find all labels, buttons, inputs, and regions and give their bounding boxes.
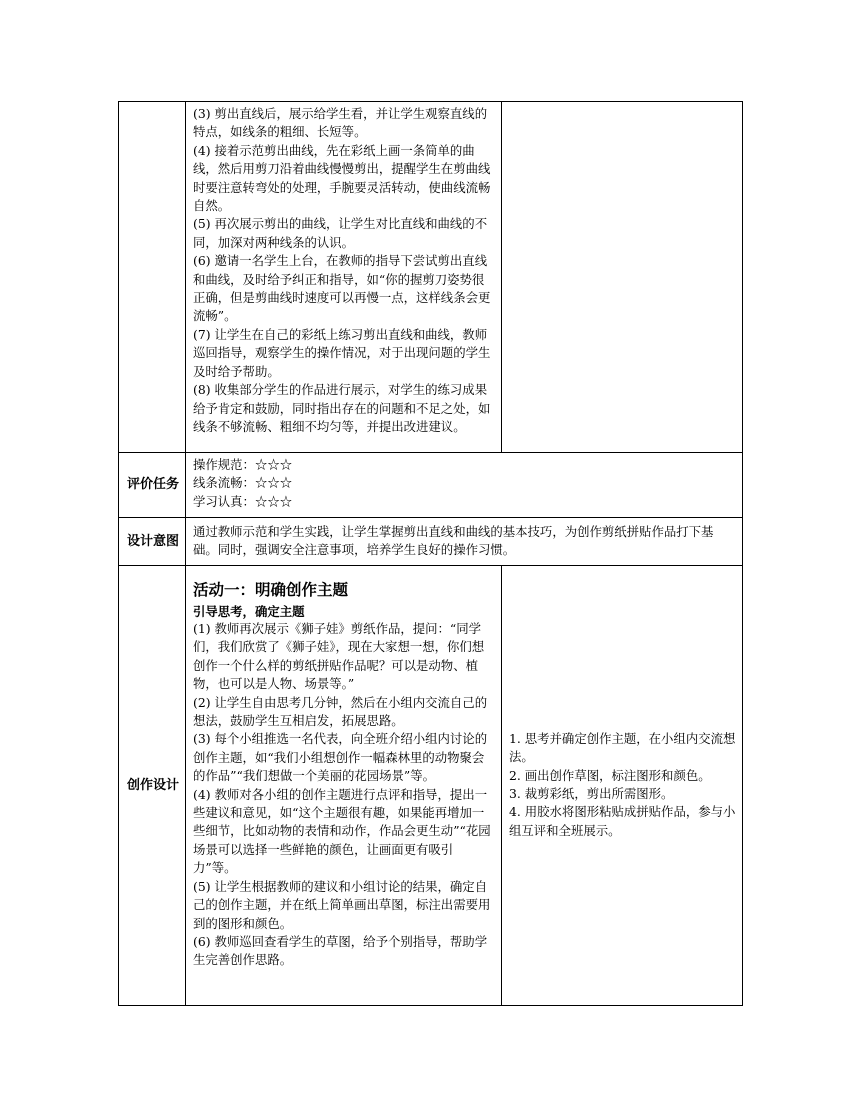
creative-step-6: (6) 教师巡回查看学生的草图，给予个别指导，帮助学生完善创作思路。 [193, 933, 488, 968]
design-intent-text [186, 518, 743, 566]
table-row-creative-design [119, 566, 743, 1006]
design-intent-paragraph: 通过教师示范和学生实践，让学生掌握剪出直线和曲线的基本技巧，为创作剪纸拼贴作品打下基础。同时，强调安全注意事项，培养学生良好的操作习惯。 [193, 523, 714, 557]
creative-step-3: (3) 每个小组推选一名代表，向全班介绍小组内讨论的创作主题，如“我们小组想创作一幅森林里的动物聚会的作品”“我们想做一个美丽的花园场景”等。 [193, 731, 488, 784]
creative-step-5: (5) 让学生根据教师的建议和小组讨论的结果，确定自己的创作主题，并在纸上简单画出草图，标注出需要用到的图形和颜色。 [193, 878, 491, 931]
step-5: (5) 再次展示剪出的曲线，让学生对比直线和曲线的不同，加深对两种线条的认识。 [193, 216, 488, 250]
step-4: (4) 接着示范剪出曲线，先在彩纸上画一条简单的曲线，然后用剪刀沿着曲线慢慢剪出，提醒学生在剪曲线时要注意转弯处的处理，手腕要灵活转动，使曲线流畅自然。 [193, 142, 491, 214]
activity-title: 活动一：明确创作主题 [193, 581, 349, 599]
table-row-design-intent [119, 518, 743, 566]
student-activity-1: 1. 思考并确定创作主题，在小组内交流想法。 [509, 730, 736, 765]
step-7: (7) 让学生在自己的彩纸上练习剪出直线和曲线，教师巡回指导，观察学生的操作情况，对于出现问题的学生及时给予帮助。 [193, 326, 491, 379]
student-activities [502, 566, 743, 1006]
evaluation-criteria [186, 453, 743, 518]
step-8: (8) 收集部分学生的作品进行展示，对学生的练习成果给予肯定和鼓励，同时指出存在的问题和不足之处，如线条不够流畅、粗细不均匀等，并提出改进建议。 [193, 382, 491, 434]
criterion-line: 线条流畅：☆☆☆ [193, 475, 293, 491]
creative-step-1: (1) 教师再次展示《狮子娃》剪纸作品，提问：“同学们，我们欣赏了《狮子娃》，现在大家想一想，你们想创作一个什么样的剪纸拼贴作品呢？可以是动物、植物，也可以是人物、场景等。” [193, 621, 485, 692]
step-6: (6) 邀请一名学生上台，在教师的指导下尝试剪出直线和曲线，及时给予纠正和指导，如“你的握剪刀姿势很正确，但是剪曲线时速度可以再慢一点，这样线条会更流畅”。 [193, 253, 491, 324]
row-label-design-intent: 设计意图 [119, 518, 186, 566]
teacher-demo-steps [186, 102, 502, 453]
table-row-teacher-demo [119, 102, 743, 453]
creative-step-2: (2) 让学生自由思考几分钟，然后在小组内交流自己的想法，鼓励学生互相启发，拓展思路。 [193, 694, 488, 729]
student-activity-2: 2. 画出创作草图，标注图形和颜色。 [509, 767, 711, 783]
creative-design-steps [186, 566, 502, 1006]
creative-step-4: (4) 教师对各小组的创作主题进行点评和指导，提出一些建议和意见，如“这个主题很有趣，如果能再增加一些细节，比如动物的表情和动作，作品会更生动”“花园场景可以选择一些鲜艳的颜色，让画面更有吸引力”等。 [193, 786, 491, 876]
student-activity-4: 4. 用胶水将图形粘贴成拼贴作品，参与小组互评和全班展示。 [509, 804, 736, 838]
step-3: (3) 剪出直线后，展示给学生看，并让学生观察直线的特点，如线条的粗细、长短等。 [193, 106, 488, 140]
criterion-attitude: 学习认真：☆☆☆ [193, 493, 293, 509]
student-activity-3: 3. 裁剪彩纸，剪出所需图形。 [509, 786, 674, 801]
row-label-evaluation: 评价任务 [119, 453, 186, 518]
row-label-creative-design: 创作设计 [119, 566, 186, 1006]
table-row-evaluation [119, 453, 743, 518]
criterion-operation: 操作规范：☆☆☆ [193, 457, 293, 472]
student-column-empty [502, 102, 743, 453]
lesson-plan-table [118, 101, 743, 1006]
activity-subtitle: 引导思考，确定主题 [193, 604, 305, 619]
row-label-empty [119, 102, 186, 453]
